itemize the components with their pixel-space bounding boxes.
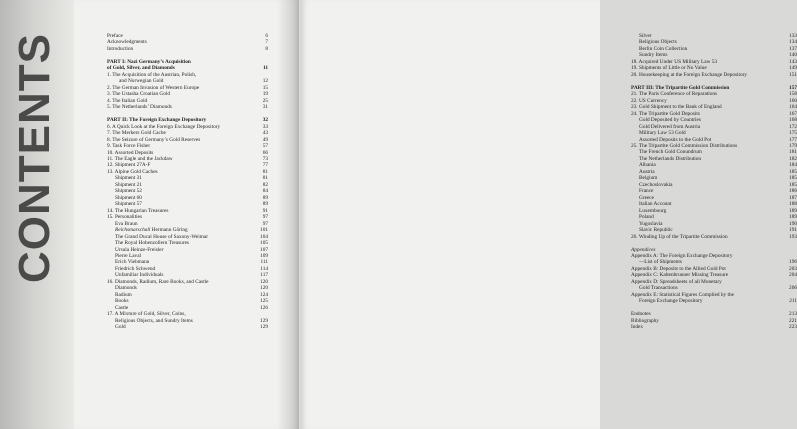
toc-entry-title: and Norwegian Gold (119, 78, 164, 85)
toc-entry-page: 179 (789, 143, 797, 149)
toc-entry-page: 32 (262, 117, 268, 124)
toc-entry-title: Religious Objects, and Sundry Items (115, 317, 193, 324)
toc-entry-page: 189 (789, 207, 797, 214)
toc-entry-page: 172 (789, 123, 797, 130)
toc-entry-title: 5. The Netherlands’ Diamonds (107, 104, 172, 111)
toc-entry-page: 15 (262, 84, 268, 91)
toc-entry-page: 167 (789, 110, 797, 117)
toc-entry-page: 184 (789, 162, 797, 169)
toc-entry-title: Gold Deposited by Countries (639, 117, 701, 124)
toc-entry-page: 19 (262, 91, 268, 98)
toc-left-column (107, 33, 268, 331)
toc-entry-page: 97 (262, 214, 268, 221)
toc-entry (631, 324, 797, 330)
toc-entry-page: 104 (260, 233, 268, 240)
contents-heading (4, 28, 66, 288)
toc-entry-page: 43 (262, 130, 268, 137)
toc-entry (631, 298, 797, 304)
toc-entry-title: 16. Diamonds, Radium, Rare Books, and Castle (107, 278, 209, 285)
toc-entry-title: Shipment 60 (115, 194, 142, 201)
toc-entry-title: Appendix A: The Foreign Exchange Depository (631, 253, 733, 259)
toc-entry-page: 114 (260, 265, 268, 272)
toc-entry-title: Austria (639, 168, 655, 175)
toc-entry-title: Radium (115, 291, 132, 298)
toc-entry-title: Czechoslovakia (639, 181, 673, 188)
toc-entry-page: 190 (789, 220, 797, 227)
toc-entry-page: 140 (789, 52, 797, 59)
toc-entry-page: 206 (789, 285, 797, 292)
toc-entry-page: 193 (789, 233, 797, 240)
toc-entry-title: Appendices (631, 246, 656, 253)
toc-entry-title: PART I: Nazi Germany’s Acquisition (107, 58, 191, 65)
toc-entry-title: 11. The Eagle and the Jackdaw (107, 155, 173, 162)
toc-entry-title: Slavic Republic (639, 227, 673, 234)
toc-entry-page: 185 (789, 168, 797, 175)
toc-entry-page: 120 (260, 285, 268, 292)
toc-right-column (631, 33, 797, 331)
toc-entry-page: 185 (789, 181, 797, 188)
toc-entry-title: 6. A Quick Look at the Foreign Exchange Depository (107, 123, 221, 130)
toc-entry-title: Gold (115, 324, 126, 331)
toc-entry-title: Shipment 21 (115, 181, 142, 188)
toc-entry-title: Foreign Exchange Depository (639, 298, 703, 305)
toc-entry-title: Appendix E: Statistical Figures Complied by the (631, 291, 734, 298)
toc-entry-title: 2. The German Invasion of Western Europe (107, 84, 200, 91)
toc-entry-page: 160 (789, 97, 797, 104)
toc-entry-page: 81 (262, 168, 268, 175)
toc-entry-page: 33 (262, 123, 268, 130)
toc-entry-title: Castle (115, 304, 129, 311)
toc-entry-title: Index (631, 324, 644, 331)
toc-entry-page: 91 (262, 207, 268, 214)
toc-entry-page: 189 (789, 214, 797, 221)
toc-entry-page: 7 (265, 39, 268, 46)
toc-entry-page: 66 (262, 149, 268, 156)
right-page (301, 0, 797, 429)
toc-entry-page: 188 (789, 201, 797, 208)
toc-entry-title: 14. The Hungarian Treasures (107, 207, 169, 214)
toc-entry-title: Poland (639, 214, 654, 221)
toc-entry-page: 120 (260, 278, 268, 285)
toc-entry-page: 129 (260, 324, 268, 331)
gutter-shadow-left (277, 0, 299, 429)
toc-entry-title: Appendix C: Kaltenbrunner Missing Treasure (631, 272, 729, 279)
toc-entry-page: 143 (789, 58, 797, 65)
toc-entry-title: Belgium (639, 175, 658, 182)
toc-entry-title: of Gold, Silver, and Diamonds (107, 65, 175, 72)
toc-entry-page: 203 (789, 265, 797, 272)
toc-entry-title: 9. Task Force Fisher (107, 143, 151, 150)
toc-entry-title: Religious Objects (639, 39, 677, 46)
toc-entry-page: 129 (260, 317, 268, 324)
toc-entry-title: Greece (639, 194, 654, 201)
toc-entry (631, 72, 797, 78)
toc-entry-title: 12. Shipment 27A-F (107, 162, 151, 169)
toc-entry (107, 324, 268, 330)
toc-entry-title: Bibliography (631, 317, 659, 324)
toc-entry-page: 182 (789, 155, 797, 162)
toc-entry-title: The French Gold Conundrum (639, 149, 702, 156)
toc-entry-page: 8 (265, 45, 268, 52)
toc-entry-title: Italian Account (639, 201, 672, 208)
toc-entry-title: Ursula Heinze-Freisler (115, 246, 164, 253)
toc-entry-title: Unfamiliar Individuals (115, 272, 164, 279)
toc-entry-page: 157 (789, 84, 797, 91)
toc-entry-title: 22. US Currency (631, 97, 667, 104)
toc-entry-page: 158 (789, 91, 797, 98)
toc-entry-title: Preface (107, 33, 123, 39)
toc-entry-title: 21. The Paris Conference of Reparations (631, 91, 718, 98)
toc-entry-page: 186 (789, 188, 797, 195)
toc-entry (631, 234, 797, 240)
toc-entry-title: 10. Assorted Deposits (107, 149, 154, 156)
toc-entry-title: 26. Winding Up of the Tripartite Commission (631, 233, 728, 240)
toc-entry-page: 105 (260, 240, 268, 247)
toc-entry-page: 133 (789, 33, 797, 39)
toc-entry-page: 181 (789, 149, 797, 156)
toc-entry-page: 111 (260, 259, 268, 266)
toc-entry-title: PART II: The Foreign Exchange Depository (107, 117, 207, 124)
toc-entry-title: Sundry Items (639, 52, 668, 59)
toc-entry-page: 82 (262, 181, 268, 188)
toc-entry-page: 12 (262, 78, 268, 85)
toc-entry-page: 221 (789, 317, 797, 324)
toc-entry-page: 25 (262, 97, 268, 104)
toc-entry-page: 164 (789, 104, 797, 111)
toc-entry (107, 46, 268, 52)
toc-entry-page: 185 (789, 175, 797, 182)
toc-entry-page: 77 (262, 162, 268, 169)
toc-entry-title: Albania (639, 162, 656, 169)
toc-entry-title: 17. A Mixture of Gold, Silver, Coins, (107, 311, 186, 318)
toc-entry-title: Eva Braun (115, 220, 138, 227)
toc-entry-page: 149 (789, 65, 797, 72)
toc-entry-title: Appendix B: Deposits to the Allied Gold Pot (631, 265, 726, 272)
toc-entry-title-rest: Hermann Göring (150, 227, 188, 234)
toc-entry-title: The Grand Ducal House of Saxony-Weimar (115, 233, 208, 240)
toc-entry-page: 89 (262, 194, 268, 201)
toc-entry-title: Endnotes (631, 311, 651, 318)
toc-entry-page: 6 (265, 33, 268, 39)
toc-entry-title: 3. The Ustasha Croatian Gold (107, 91, 171, 98)
toc-entry-title: Luxembourg (639, 207, 667, 214)
toc-entry-title: —List of Shipments (639, 259, 682, 266)
toc-entry-title: Diamonds (115, 285, 137, 292)
toc-entry-page: 177 (789, 136, 797, 143)
toc-entry-title: Gold Transactions (639, 285, 678, 292)
toc-entry-title: 25. The Tripartite Gold Commission Distributions (631, 143, 738, 149)
toc-entry-title: 13. Alpine Gold Caches (107, 168, 158, 175)
toc-entry-page: 31 (262, 104, 268, 111)
toc-entry-page: 213 (789, 311, 797, 318)
toc-entry-title: 20. Housekeeping at the Foreign Exchange Depository (631, 71, 748, 78)
toc-entry-page: 204 (789, 272, 797, 279)
toc-entry-page: 168 (789, 117, 797, 124)
toc-entry-title: The Netherlands Distribution (639, 155, 702, 162)
toc-entry-title: Books (115, 298, 129, 305)
toc-entry-title: 7. The Merkers Gold Cache (107, 130, 166, 137)
toc-entry-title: Acknowledgments (107, 39, 147, 46)
toc-entry-title: 4. The Italian Gold (107, 97, 148, 104)
toc-entry-page: 196 (789, 259, 797, 266)
toc-entry-page: 49 (262, 136, 268, 143)
toc-entry-title: Shipment 52 (115, 188, 142, 195)
toc-entry (107, 104, 268, 110)
toc-entry-title: 18. Acquired Under US Military Law 53 (631, 58, 718, 65)
toc-entry-title-italic: Reichsmarschall (115, 227, 151, 234)
left-page (0, 0, 299, 429)
toc-entry-page: 73 (262, 155, 268, 162)
toc-entry-title: PART III: The Tripartite Gold Commission (631, 84, 730, 91)
toc-entry-page: 124 (260, 291, 268, 298)
toc-entry-page: 101 (260, 227, 268, 234)
toc-entry-page: 125 (260, 298, 268, 305)
toc-entry-title: 19. Shipments of Little or No Value (631, 65, 707, 72)
toc-entry-page: 126 (260, 304, 268, 311)
toc-entry-title: Appendix D: Spreadsheets of all Monetary (631, 278, 722, 285)
toc-entry-page: 223 (789, 324, 797, 331)
toc-entry-page: 187 (789, 194, 797, 201)
toc-entry-title: Shipment 57 (115, 201, 142, 208)
toc-entry-title: 15. Personalities (107, 214, 143, 221)
toc-entry-title: Introduction (107, 45, 134, 52)
toc-entry-page: 211 (789, 298, 797, 305)
toc-entry-title: France (639, 188, 654, 195)
toc-entry-title: Gold Delivered from Austria (639, 123, 701, 130)
toc-entry-page: 175 (789, 130, 797, 137)
toc-entry-page: 97 (262, 220, 268, 227)
toc-entry-page: 11 (262, 65, 268, 72)
toc-entry-title: Erich Viebmann (115, 259, 150, 266)
contents-heading-text: CONTENTS (10, 33, 59, 283)
toc-entry-title: Military Law 53 Gold (639, 130, 686, 137)
toc-entry-title: Yugoslavia (639, 220, 663, 227)
toc-entry-page: 191 (789, 227, 797, 234)
toc-entry-title: Shipment 31 (115, 175, 142, 182)
toc-entry-title: 8. The Seizure of Germany’s Gold Reserves (107, 136, 201, 143)
toc-entry-title: Pierre Laval (115, 253, 142, 259)
toc-entry-page: 84 (262, 188, 268, 195)
toc-entry-title: 24. The Tripartite Gold Deposits (631, 110, 700, 117)
toc-entry-page: 57 (262, 143, 268, 150)
toc-entry-title: Berlin Coin Collection (639, 45, 688, 52)
toc-entry-title: The Royal Hohenzollern Treasures (115, 240, 189, 247)
toc-entry-title: Friedrich Schwend (115, 265, 156, 272)
toc-entry-page: 117 (260, 272, 268, 279)
toc-entry-page: 109 (260, 253, 268, 259)
toc-entry-page: 81 (262, 175, 268, 182)
toc-entry-title: Silver (639, 33, 652, 39)
toc-entry-page: 151 (789, 71, 797, 78)
toc-entry-page: 134 (789, 39, 797, 46)
toc-entry-title: Assorted Deposits to the Gold Pot (639, 136, 712, 143)
toc-entry-page: 137 (789, 45, 797, 52)
toc-entry-title: 23. Gold Shipment to the Bank of England (631, 104, 722, 111)
toc-entry-page: 89 (262, 201, 268, 208)
toc-entry-title: 1. The Acquisition of the Austrian, Polish, (107, 71, 197, 78)
toc-entry-page: 107 (260, 246, 268, 253)
